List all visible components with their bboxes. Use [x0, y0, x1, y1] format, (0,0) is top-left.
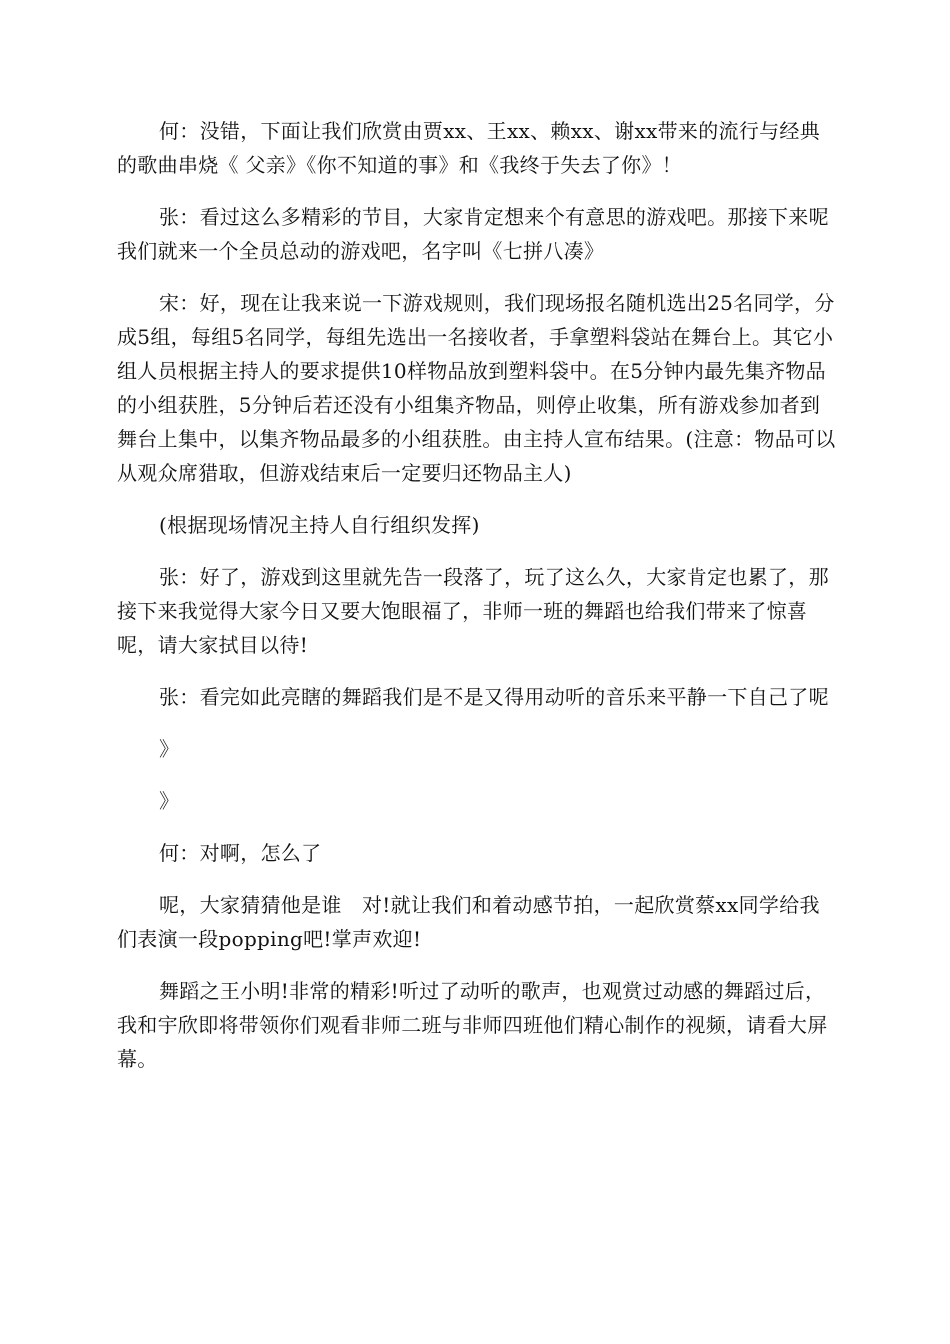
paragraph: 舞蹈之王小明!非常的精彩!听过了动听的歌声，也观赏过动感的舞蹈过后，我和宇欣即将带领你们观看非师二班与非师四班他们精心制作的视频，请看大屏幕。: [117, 979, 828, 1071]
paragraph: 何：对啊，怎么了: [159, 841, 322, 865]
paragraph: 呢，大家猜猜他是谁 对!就让我们和着动感节拍，一起欣赏蔡xx同学给我们表演一段popping吧!掌声欢迎!: [117, 893, 820, 951]
paragraph: (根据现场情况主持人自行组织发挥): [159, 513, 480, 537]
paragraph: 张：好了，游戏到这里就先告一段落了，玩了这么久，大家肯定也累了，那接下来我觉得大家今日又要大饱眼福了，非师一班的舞蹈也给我们带来了惊喜呢，请大家拭目以待!: [117, 565, 829, 657]
paragraph: 何：没错，下面让我们欣赏由贾xx、王xx、赖xx、谢xx带来的流行与经典的歌曲串烧《 父亲》《你不知道的事》和《我终于失去了你》！: [117, 119, 821, 177]
paragraph: 》: [159, 737, 180, 761]
paragraph: 张：看完如此亮瞎的舞蹈我们是不是又得用动听的音乐来平静一下自己了呢: [159, 685, 829, 709]
paragraph: 》: [159, 789, 180, 813]
document-body: [117, 114, 837, 1094]
paragraph: 宋：好，现在让我来说一下游戏规则，我们现场报名随机选出25名同学，分成5组，每组5名同学，每组先选出一名接收者，手拿塑料袋站在舞台上。其它小组人员根据主持人的要求提供10样物品放到塑料袋中。在5分钟内最先集齐物品的小组获胜，5分钟后若还没有小组集齐物品，则停止收集，所有游戏参加者到舞台上集中，以集齐物品最多的小组获胜。由主持人宣布结果。(注意：物品可以从观众席猎取，但游戏结束后一定要归还物品主人): [117, 291, 836, 485]
paragraph: 张：看过这么多精彩的节目，大家肯定想来个有意思的游戏吧。那接下来呢我们就来一个全员总动的游戏吧，名字叫《七拼八凑》: [117, 205, 829, 263]
